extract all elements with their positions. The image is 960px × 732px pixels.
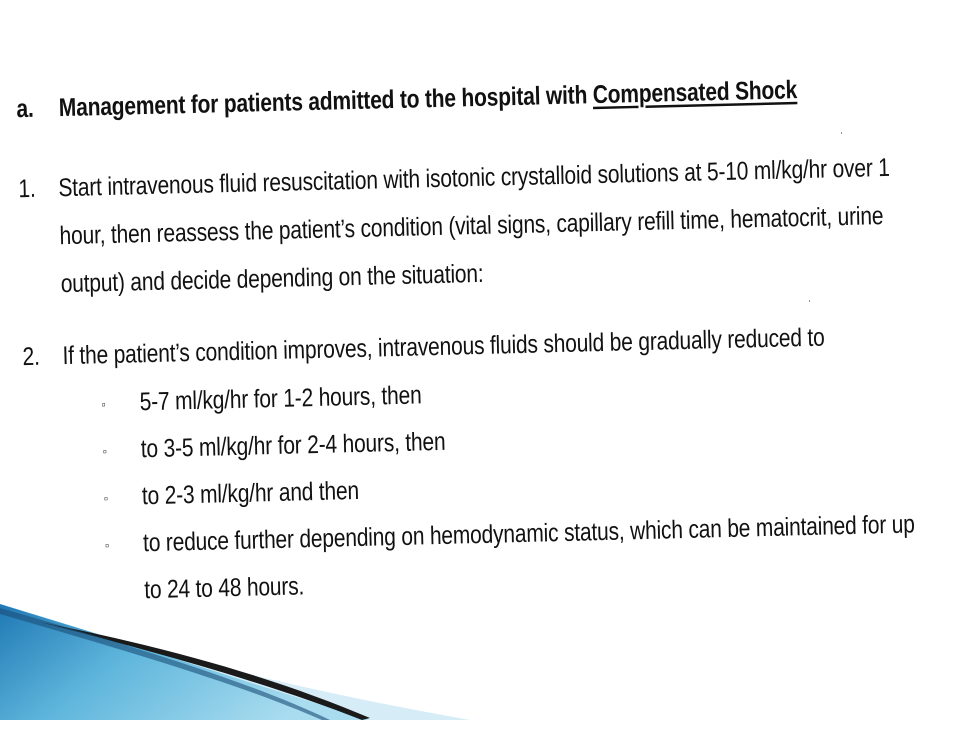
bullet-4-line-2: to 24 to 48 hours. [143, 572, 305, 605]
heading-marker: a. [16, 94, 34, 124]
item-2-line-1: If the patient’s condition improves, intravenous fluids should be gradually reduced to [62, 323, 825, 371]
item-1-line-3: output) and decide depending on the situation: [60, 259, 484, 299]
bullet-icon: ▫ [102, 445, 107, 459]
item-1-marker: 1. [18, 174, 36, 204]
bullet-icon: ▫ [105, 539, 110, 553]
bullet-3-line-1: to 2-3 ml/kg/hr and then [141, 477, 360, 511]
item-1-line-1: Start intravenous fluid resuscitation with isotonic crystalloid solutions at 5-10 ml/kg/hr over 1 [58, 153, 891, 203]
bullet-1-line-1: 5-7 ml/kg/hr for 1-2 hours, then [139, 381, 422, 417]
bullet-4-line-1: to reduce further depending on hemodynamic status, which can be maintained for up [142, 510, 916, 558]
bullet-icon: ▫ [101, 398, 106, 412]
bullet-icon: ▫ [103, 492, 109, 506]
item-2-marker: 2. [22, 342, 40, 372]
heading-emphasis: Compensated Shock [592, 76, 798, 110]
item-1-line-2: hour, then reassess the patient’s condition (vital signs, capillary refill time, hematocrit, urine [59, 202, 884, 251]
bullet-2-line-1: to 3-5 ml/kg/hr for 2-4 hours, then [140, 427, 446, 464]
heading-text: Management for patients admitted to the hospital with [58, 81, 594, 123]
